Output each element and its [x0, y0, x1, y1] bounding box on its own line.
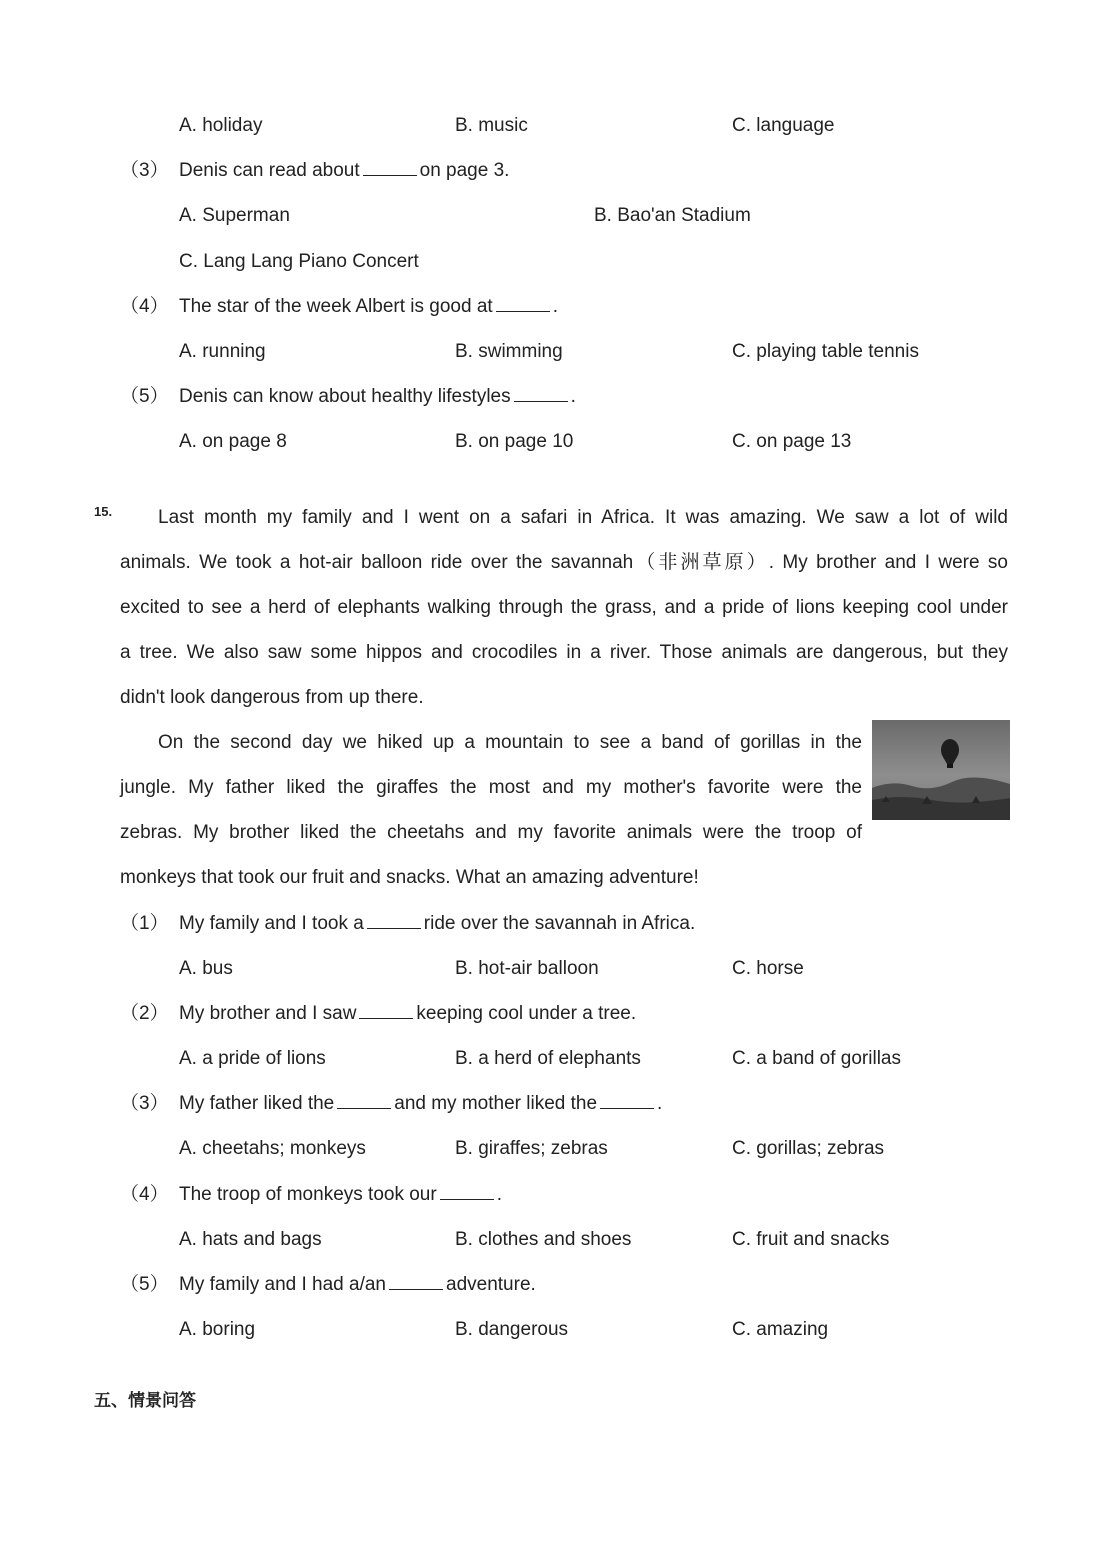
q15-2-option-c: C. a band of gorillas — [732, 1048, 901, 1069]
passage-paragraph-1 — [120, 495, 1008, 720]
prev-q4-stem — [179, 295, 558, 319]
passage-line: didn't look dangerous from up there. — [120, 687, 424, 708]
stem-text: . — [552, 296, 558, 317]
q15-2-option-b: B. a herd of elephants — [455, 1048, 641, 1069]
prev-q2-option-b: B. music — [455, 115, 528, 136]
q15-1-stem — [179, 912, 695, 936]
stem-text: and my mother liked the — [394, 1093, 598, 1114]
prev-q4-number: （4） — [120, 296, 169, 317]
answer-blank — [359, 1002, 413, 1019]
stem-text: My family and I had a/an — [179, 1274, 386, 1295]
stem-text: ride over the savannah in Africa. — [423, 913, 696, 934]
passage-paragraph-2-end — [120, 855, 1008, 900]
prev-q3-option-b: B. Bao'an Stadium — [594, 205, 751, 226]
q15-1-option-a: A. bus — [179, 958, 233, 979]
prev-q5-option-b: B. on page 10 — [455, 431, 574, 452]
hot-air-balloon-photo — [872, 720, 1010, 820]
answer-blank — [496, 295, 550, 312]
stem-text: The star of the week Albert is good at — [179, 296, 493, 317]
q15-3-option-c: C. gorillas; zebras — [732, 1138, 885, 1159]
answer-blank — [337, 1092, 391, 1109]
stem-text: The troop of monkeys took our — [179, 1184, 437, 1205]
q15-2-number: （2） — [120, 1003, 169, 1024]
q15-1-number: （1） — [120, 913, 169, 934]
stem-text: . — [496, 1184, 502, 1205]
prev-q5-stem — [179, 385, 576, 409]
q15-4-option-b: B. clothes and shoes — [455, 1229, 632, 1250]
prev-q2-option-a: A. holiday — [179, 115, 263, 136]
prev-q3-number: （3） — [120, 160, 169, 181]
q15-5-option-c: C. amazing — [732, 1319, 829, 1340]
prev-q4-option-c: C. playing table tennis — [732, 341, 919, 362]
q15-3-option-b: B. giraffes; zebras — [455, 1138, 608, 1159]
stem-text: Denis can read about — [179, 160, 360, 181]
q15-4-stem — [179, 1183, 502, 1207]
question-number: 15. — [94, 504, 113, 519]
passage-line: excited to see a herd of elephants walking through the grass, and a pride of lions keeping cool under — [120, 597, 1008, 618]
answer-blank — [389, 1273, 443, 1290]
answer-blank — [367, 912, 421, 929]
q15-5-number: （5） — [120, 1274, 169, 1295]
stem-text: on page 3. — [419, 160, 510, 181]
q15-4-number: （4） — [120, 1184, 169, 1205]
stem-text: My brother and I saw — [179, 1003, 357, 1024]
section-heading: 五、情景问答 — [94, 1391, 196, 1410]
q15-5-option-a: A. boring — [179, 1319, 256, 1340]
passage-line: jungle. My father liked the giraffes the most and my mother's favorite were the — [120, 777, 862, 798]
stem-text: adventure. — [446, 1274, 536, 1295]
passage-line: Last month my family and I went on a safari in Africa. It was amazing. We saw a lot of wild — [158, 507, 1008, 528]
q15-3-stem — [179, 1092, 662, 1116]
prev-q5-number: （5） — [120, 386, 169, 407]
stem-text: keeping cool under a tree. — [416, 1003, 637, 1024]
q15-5-stem — [179, 1273, 536, 1297]
q15-1-option-c: C. horse — [732, 958, 804, 979]
q15-4-option-a: A. hats and bags — [179, 1229, 322, 1250]
answer-blank — [514, 385, 568, 402]
stem-text: My father liked the — [179, 1093, 335, 1114]
q15-3-option-a: A. cheetahs; monkeys — [179, 1138, 366, 1159]
q15-3-number: （3） — [120, 1093, 169, 1114]
passage-line: zebras. My brother liked the cheetahs and my favorite animals were the troop of — [120, 822, 862, 843]
prev-q3-option-a: A. Superman — [179, 205, 290, 226]
q15-5-option-b: B. dangerous — [455, 1319, 569, 1340]
stem-text: . — [657, 1093, 663, 1114]
q15-4-option-c: C. fruit and snacks — [732, 1229, 890, 1250]
passage-line: animals. We took a hot-air balloon ride over the savannah（非洲草原）. My brother and I were so — [120, 552, 1008, 573]
prev-q2-option-c: C. language — [732, 115, 835, 136]
passage-paragraph-2 — [120, 720, 862, 855]
stem-text: Denis can know about healthy lifestyles — [179, 386, 511, 407]
passage-line: On the second day we hiked up a mountain to see a band of gorillas in the — [158, 732, 862, 753]
answer-blank — [363, 159, 417, 176]
prev-q5-option-a: A. on page 8 — [179, 431, 287, 452]
q15-2-stem — [179, 1002, 636, 1026]
stem-text: . — [570, 386, 576, 407]
answer-blank — [600, 1092, 654, 1109]
prev-q4-option-a: A. running — [179, 341, 266, 362]
q15-1-option-b: B. hot-air balloon — [455, 958, 599, 979]
prev-q4-option-b: B. swimming — [455, 341, 563, 362]
passage-line: a tree. We also saw some hippos and crocodiles in a river. Those animals are dangerous, but they — [120, 642, 1008, 663]
prev-q3-option-c: C. Lang Lang Piano Concert — [179, 251, 419, 272]
stem-text: My family and I took a — [179, 913, 364, 934]
answer-blank — [440, 1183, 494, 1200]
prev-q3-stem — [179, 159, 509, 183]
q15-2-option-a: A. a pride of lions — [179, 1048, 326, 1069]
prev-q5-option-c: C. on page 13 — [732, 431, 852, 452]
passage-line: monkeys that took our fruit and snacks. What an amazing adventure! — [120, 867, 699, 888]
